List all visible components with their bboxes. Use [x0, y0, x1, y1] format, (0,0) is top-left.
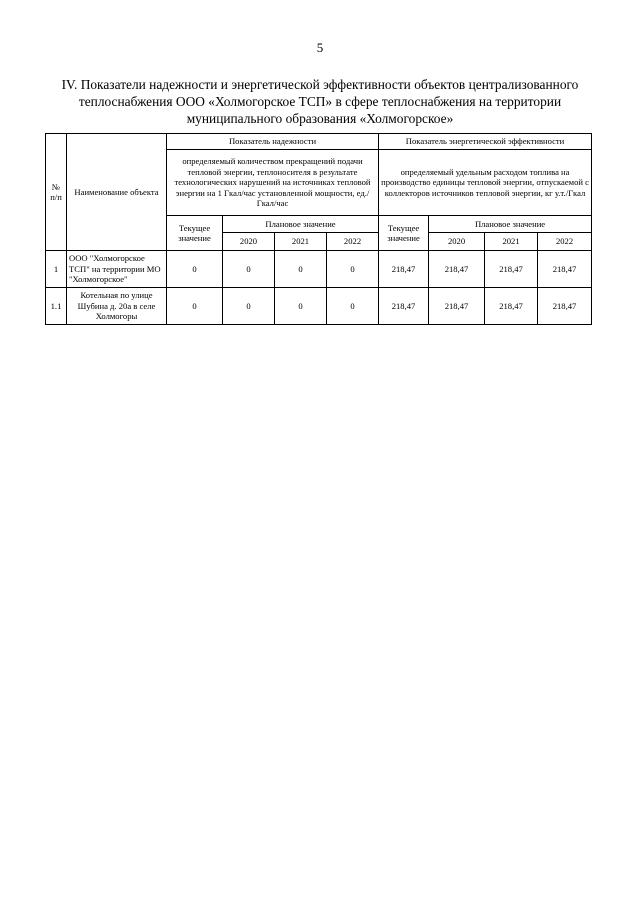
cell-value: 218,47 [485, 251, 538, 288]
cell-value: 218,47 [429, 288, 485, 325]
header-eff-year: 2022 [538, 233, 592, 251]
cell-value: 0 [223, 251, 275, 288]
heading-line-2: теплоснабжения ООО «Холмогорское ТСП» в сфере теплоснабжения на территории [78, 94, 562, 109]
row-num: 1 [46, 251, 67, 288]
header-eff-current: Текущее значение [379, 216, 429, 251]
header-rel-current: Текущее значение [167, 216, 223, 251]
cell-value: 218,47 [538, 251, 592, 288]
header-rel-planned: Плановое значение [223, 216, 379, 233]
cell-value: 0 [167, 288, 223, 325]
cell-value: 0 [327, 288, 379, 325]
header-reliability: Показатель надежности [167, 134, 379, 150]
header-name: Наименование объекта [67, 134, 167, 251]
cell-value: 0 [275, 251, 327, 288]
cell-value: 0 [223, 288, 275, 325]
heading-line-1: IV. Показатели надежности и энергетической эффективности объектов централизованного [61, 77, 579, 92]
reliability-description: определяемый количеством прекращений подачи тепловой энергии, теплоносителя в результате технологических нарушений на источниках тепловой энергии на 1 Гкал/час установленной мощности, ед./Гкал/час [167, 150, 379, 216]
header-rel-year: 2022 [327, 233, 379, 251]
indicators-table [45, 133, 592, 325]
cell-value: 0 [327, 251, 379, 288]
header-rel-year: 2020 [223, 233, 275, 251]
header-eff-planned: Плановое значение [429, 216, 592, 233]
header-eff-year: 2021 [485, 233, 538, 251]
table-row [46, 288, 592, 325]
cell-value: 218,47 [538, 288, 592, 325]
section-heading [48, 76, 592, 127]
header-num: № п/п [46, 134, 67, 251]
cell-value: 218,47 [379, 288, 429, 325]
table-row [46, 251, 592, 288]
header-eff-year: 2020 [429, 233, 485, 251]
cell-value: 218,47 [429, 251, 485, 288]
row-name: Котельная по улице Шубина д. 20а в селе Холмогоры [67, 288, 167, 325]
header-rel-year: 2021 [275, 233, 327, 251]
cell-value: 218,47 [485, 288, 538, 325]
header-efficiency: Показатель энергетической эффективности [379, 134, 592, 150]
row-num: 1.1 [46, 288, 67, 325]
cell-value: 0 [167, 251, 223, 288]
page-number: 5 [316, 40, 324, 55]
heading-line-3: муниципального образования «Холмогорское» [186, 111, 454, 126]
cell-value: 218,47 [379, 251, 429, 288]
efficiency-description: определяемый удельным расходом топлива на производство единицы тепловой энергии, отпускаемой с коллекторов источников тепловой энергии, кг у.т./Гкал [379, 150, 592, 216]
cell-value: 0 [275, 288, 327, 325]
row-name: ООО "Холмогорское ТСП" на территории МО "Холмогорское" [67, 251, 167, 288]
